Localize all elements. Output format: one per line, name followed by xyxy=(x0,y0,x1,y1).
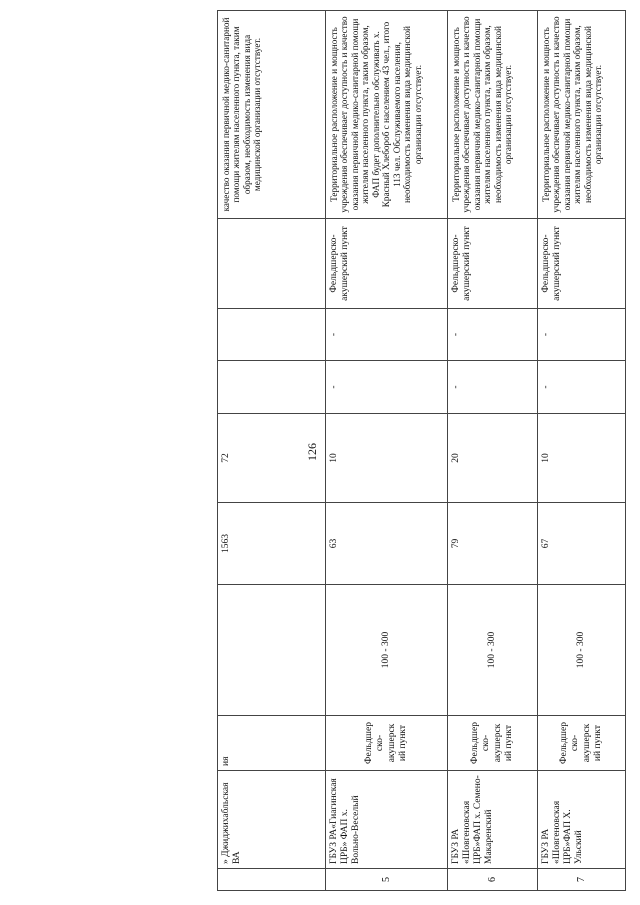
distance: 72 xyxy=(218,414,326,503)
facility-type: Фельдшер ско-акушерск ий пункт xyxy=(326,716,448,771)
row-number xyxy=(218,869,326,891)
population-range: 100 - 300 xyxy=(326,585,448,716)
population-range: 100 - 300 xyxy=(538,585,626,716)
population: 79 xyxy=(448,503,538,585)
population-range xyxy=(218,585,326,716)
table-row xyxy=(538,11,626,891)
facility-type: ия xyxy=(218,716,326,771)
distance: 10 xyxy=(326,414,448,503)
facilities-table-rotated xyxy=(217,11,604,891)
recommended-type: Фельдшерско-акушерский пункт xyxy=(448,219,538,309)
facility-name: ГБУЗ РА «Шовгеновская ЦРБ»ФАП х. Семено-Макаренский xyxy=(448,771,538,869)
facilities-table xyxy=(217,10,626,891)
population: 1563 xyxy=(218,503,326,585)
distance: 10 xyxy=(538,414,626,503)
population-range: 100 - 300 xyxy=(448,585,538,716)
column-8: - xyxy=(326,309,448,361)
column-7: - xyxy=(448,361,538,414)
distance: 20 xyxy=(448,414,538,503)
table-row xyxy=(326,11,448,891)
conclusion: Территориальное расположение и мощность учреждения обеспечивает доступность и качество оказания первичной медико-санитарной помощи жителям населенного пункта, таким образом, необходимость изменения вида медицинской организации отсутствует. xyxy=(538,11,626,219)
column-8: - xyxy=(538,309,626,361)
page-number: 126 xyxy=(305,443,319,461)
column-8 xyxy=(218,309,326,361)
recommended-type: Фельдшерско-акушерский пункт xyxy=(326,219,448,309)
population: 67 xyxy=(538,503,626,585)
column-7: - xyxy=(538,361,626,414)
conclusion: Территориальное расположение и мощность учреждения обеспечивает доступность и качество оказания первичной медико-санитарной помощи жителям населенного пункта, таким образом, ФАП будет дополнительно обслуживать х. Красный Хлебороб с населением 43 чел., итого 113 чел. Обслуживаемого населения, необходимость изменения вида медицинской организации отсутствует. xyxy=(326,11,448,219)
recommended-type xyxy=(218,219,326,309)
table-row xyxy=(448,11,538,891)
table-row xyxy=(218,11,326,891)
facility-name: ГБУЗ РА «Шовгеновская ЦРБ»ФАП Х. Ульский xyxy=(538,771,626,869)
row-number: 6 xyxy=(448,869,538,891)
conclusion: Территориальное расположение и мощность учреждения обеспечивает доступность и качество оказания первичной медико-санитарной помощи жителям населенного пункта, таким образом, необходимость изменения вида медицинской организации отсутствует. xyxy=(448,11,538,219)
column-8: - xyxy=(448,309,538,361)
row-number: 7 xyxy=(538,869,626,891)
facility-type: Фельдшер ско-акушерск ий пункт xyxy=(538,716,626,771)
column-7 xyxy=(218,361,326,414)
facility-name: » Джиджихабльская ВА xyxy=(218,771,326,869)
row-number: 5 xyxy=(326,869,448,891)
recommended-type: Фельдшерско-акушерский пункт xyxy=(538,219,626,309)
population: 63 xyxy=(326,503,448,585)
column-7: - xyxy=(326,361,448,414)
facility-type: Фельдшер ско-акушерск ий пункт xyxy=(448,716,538,771)
facility-name: ГБУЗ РА«Гиагинская ЦРБ» ФАП х. Вольно-Веселый xyxy=(326,771,448,869)
conclusion: качество оказания первичной медико-санитарной помощи жителям населенного пункта, таким образом, необходимость изменения вида медицинской организации отсутствует. xyxy=(218,11,326,219)
